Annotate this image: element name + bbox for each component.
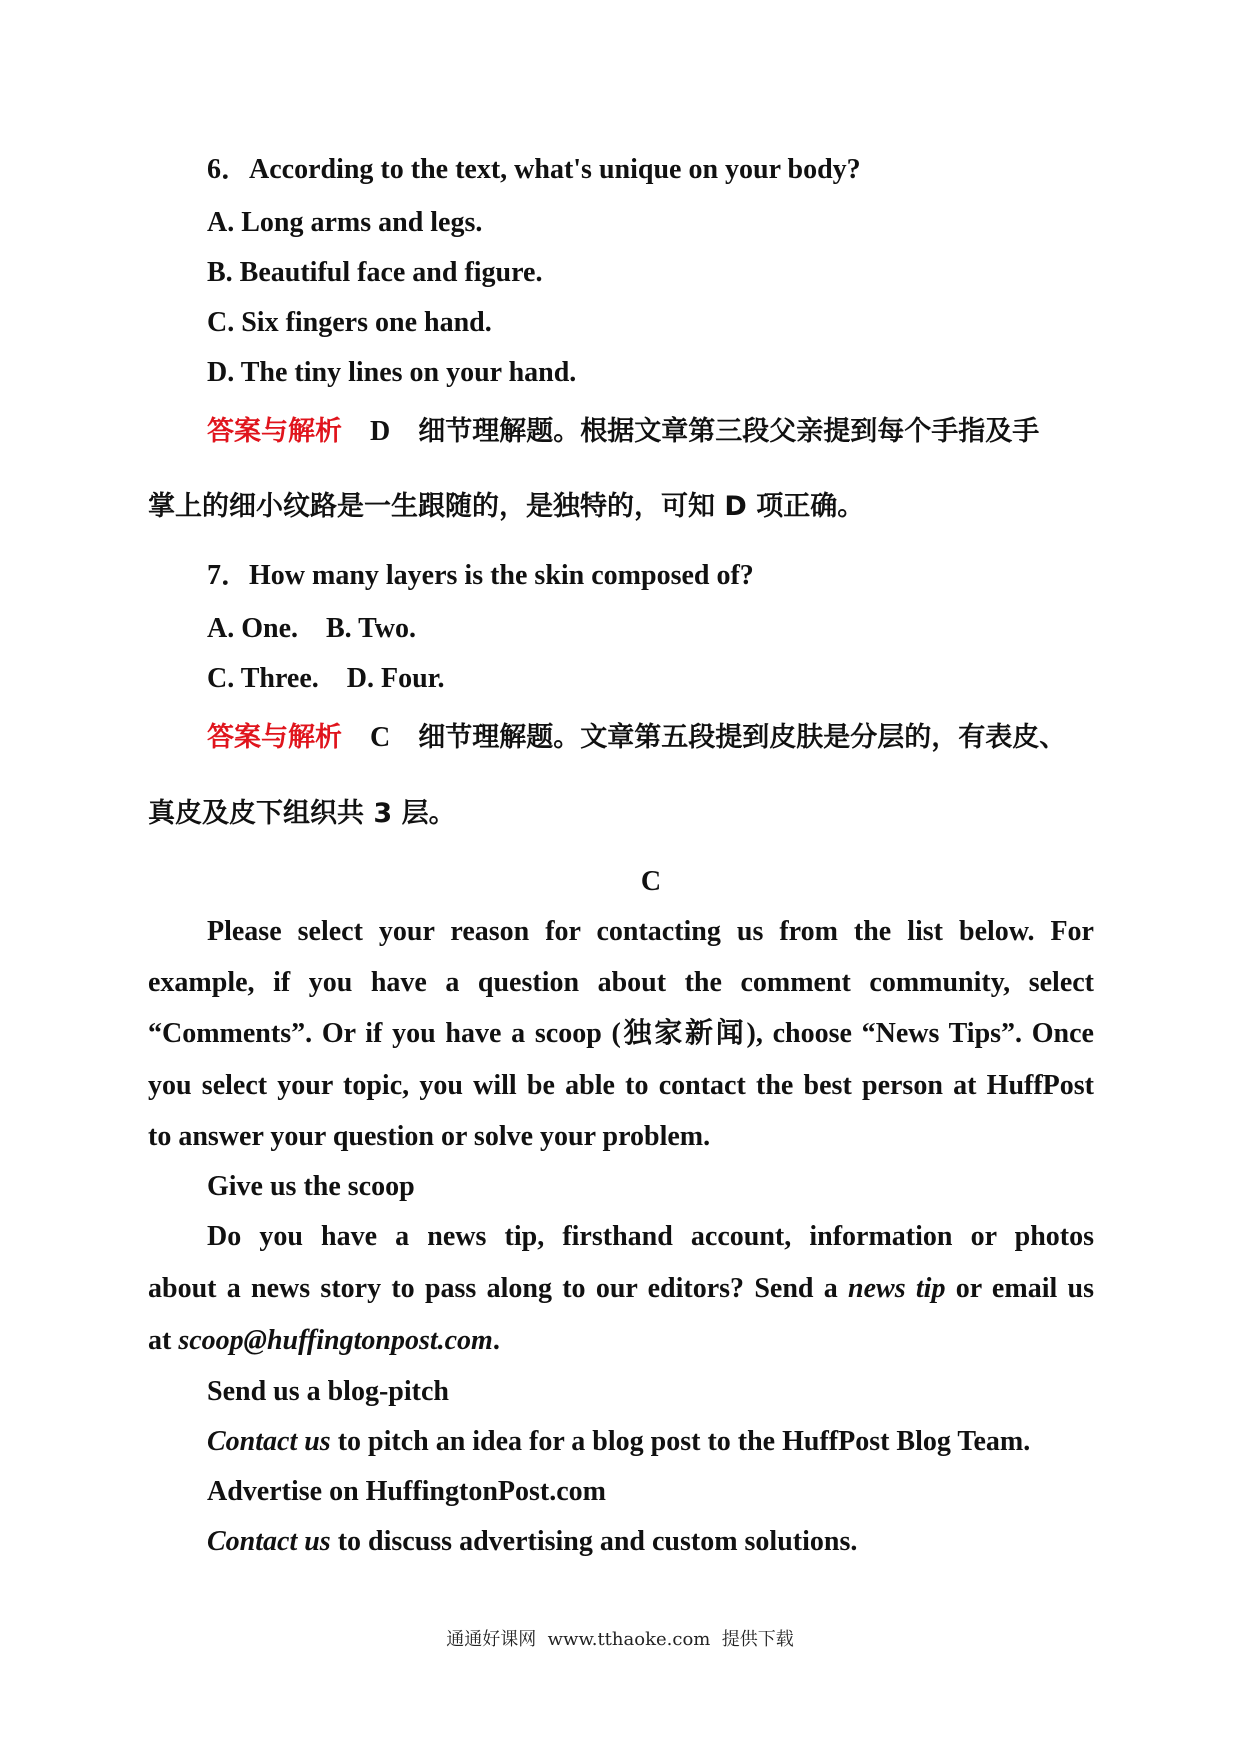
contact-us-link-blog[interactable]: Contact us — [207, 1426, 331, 1457]
para3-text: to pitch an idea for a blog post to the HuffPost Blog Team. — [330, 1426, 1031, 1457]
para2-line2-text-a: about a news story to pass along to our editors? Send a — [148, 1273, 849, 1304]
para2-line1: Do you have a news tip, firsthand account, information or photos — [207, 1221, 1094, 1252]
para4 — [207, 1524, 857, 1560]
heading-scoop: Give us the scoop — [207, 1171, 415, 1202]
q6-answer-label: 答案与解析 — [207, 416, 342, 447]
para4-text: to discuss advertising and custom solutions. — [330, 1526, 858, 1557]
q6-option-d: D. The tiny lines on your hand. — [207, 357, 577, 388]
para1-line3: “Comments”. Or if you have a scoop (独家新闻), choose “News Tips”. Once — [148, 1018, 1094, 1049]
q7-options-row1: A. One. B. Two. — [207, 613, 416, 644]
news-tip-link[interactable]: news tip — [848, 1273, 946, 1304]
para2-line3 — [148, 1323, 500, 1359]
scoop-email-link[interactable]: scoop@huffingtonpost.com — [178, 1325, 493, 1356]
q7-explanation-1: 细节理解题。文章第五段提到皮肤是分层的，有表皮、 — [418, 722, 1067, 753]
para3 — [207, 1424, 1030, 1460]
q6-explanation-1: 细节理解题。根据文章第三段父亲提到每个手指及手 — [418, 416, 1040, 447]
para1-line1: Please select your reason for contacting us from the list below. For — [207, 916, 1094, 947]
q6-answer-letter: D — [370, 416, 391, 447]
para1-line4: you select your topic, you will be able to contact the best person at HuffPost — [148, 1070, 1094, 1101]
para2-line2-text-b: or email us — [945, 1273, 1094, 1304]
para1-line5: to answer your question or solve your problem. — [148, 1121, 711, 1152]
q7-explanation-2: 真皮及皮下组织共 3 层。 — [148, 798, 456, 829]
q7-answer-letter: C — [370, 722, 391, 753]
q6-option-a: A. Long arms and legs. — [207, 207, 483, 238]
q6-explanation-2: 掌上的细小纹路是一生跟随的，是独特的，可知 D 项正确。 — [148, 491, 865, 522]
section-title: C — [640, 866, 662, 897]
para2-line3-text-a: at — [148, 1325, 179, 1356]
q7-answer-label: 答案与解析 — [207, 722, 342, 753]
q6-option-c: C. Six fingers one hand. — [207, 307, 492, 338]
contact-us-link-ads[interactable]: Contact us — [207, 1526, 331, 1557]
q6-answer-line — [207, 414, 1039, 450]
heading-advertise: Advertise on HuffingtonPost.com — [207, 1476, 606, 1507]
q7-answer-line — [207, 720, 1066, 756]
q7-options-row2: C. Three. D. Four. — [207, 663, 445, 694]
para1-line2: example, if you have a question about the comment community, select — [148, 967, 1094, 998]
heading-blog-pitch: Send us a blog-pitch — [207, 1376, 449, 1407]
q7-question: 7．How many layers is the skin composed of? — [207, 560, 754, 591]
para2-line2 — [148, 1271, 1094, 1307]
q6-option-b: B. Beautiful face and figure. — [207, 257, 543, 288]
q6-question: 6．According to the text, what's unique on your body? — [207, 154, 861, 185]
footer-source: 通通好课网 www.tthaoke.com 提供下载 — [446, 1629, 794, 1650]
para2-line3-text-b: . — [492, 1325, 500, 1356]
